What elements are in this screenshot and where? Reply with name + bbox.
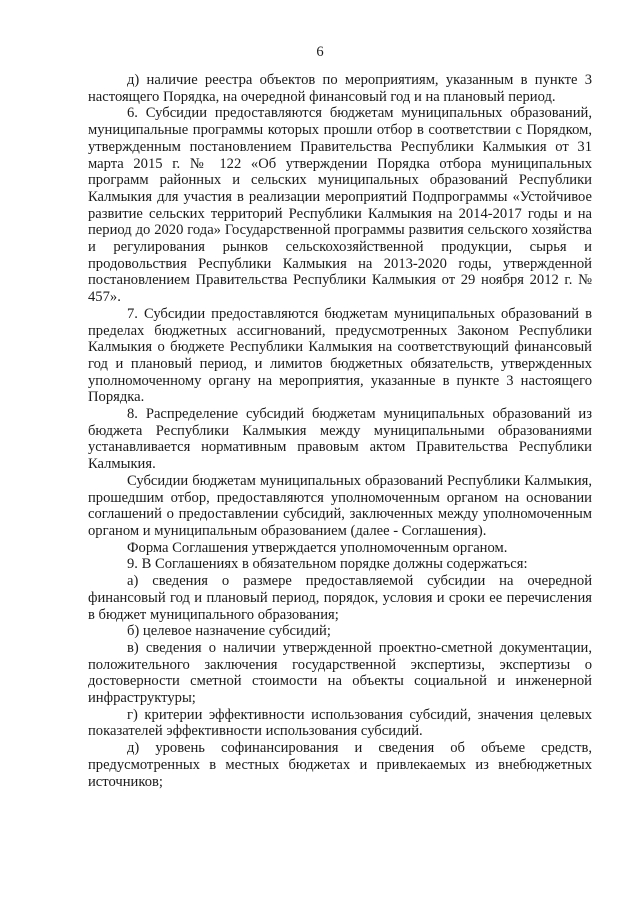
paragraph-8: 8. Распределение субсидий бюджетам муниципальных образований из бюджета Республики Калмыкия между муниципальными образованиями устанавливается нормативным правовым актом Правительства Республики Калмыкия. xyxy=(88,406,592,473)
page-number: 6 xyxy=(316,44,324,60)
paragraph-8-agreement-form: Форма Соглашения утверждается уполномоченным органом. xyxy=(127,539,508,556)
paragraph-9-item-b: б) целевое назначение субсидий; xyxy=(127,623,331,640)
paragraph-9: 9. В Соглашениях в обязательном порядке должны содержаться: xyxy=(127,556,528,573)
document-body xyxy=(88,72,592,790)
paragraph-7: 7. Субсидии предоставляются бюджетам муниципальных образований в пределах бюджетных ассигнований, предусмотренных Законом Республики Калмыкия о бюджете Республики Калмыкия на соответствующий финансовый год и плановый период, и лимитов бюджетных обязательств, утвержденных уполномоченному органу на мероприятия, указанные в пункте 3 настоящего Порядка. xyxy=(88,305,592,406)
paragraph-item-d-registry: д) наличие реестра объектов по мероприятиям, указанным в пункте 3 настоящего Порядка, на очередной финансовый год и на плановый период. xyxy=(88,72,592,105)
paragraph-6: 6. Субсидии предоставляются бюджетам муниципальных образований, муниципальные программы которых прошли отбор в соответствии с Порядком, утвержденным постановлением Правительства Республики Калмыкия от 31 марта 2015 г. № 122 «Об утверждении Порядка отбора муниципальных программ районных и сельских муниципальных образований Республики Калмыкия для участия в реализации мероприятий Подпрограммы «Устойчивое развитие сельских территорий Республики Калмыкия на 2014-2017 годы и на период до 2020 года» Государственной программы развития сельского хозяйства и регулирования рынков сельскохозяйственной продукции, сырья и продовольствия Республики Калмыкия на 2013-2020 годы, утвержденной постановлением Правительства Республики Калмыкия от 29 ноября 2012 г. № 457». xyxy=(88,105,592,306)
paragraph-9-item-a: а) сведения о размере предоставляемой субсидии на очередной финансовый год и плановый период, порядок, условия и сроки ее перечисления в бюджет муниципального образования; xyxy=(88,573,592,623)
paragraph-8-subsidies: Субсидии бюджетам муниципальных образований Республики Калмыкия, прошедшим отбор, предоставляются уполномоченным органом на основании соглашений о предоставлении субсидий, заключенных между уполномоченным органом и муниципальным образованием (далее - Соглашения). xyxy=(88,472,592,539)
paragraph-9-item-v: в) сведения о наличии утвержденной проектно-сметной документации, положительного заключения государственной экспертизы, экспертизы о достоверности сметной стоимости на объекты социальной и инженерной инфраструктуры; xyxy=(88,639,592,707)
paragraph-9-item-d: д) уровень софинансирования и сведения об объеме средств, предусмотренных в местных бюджетах и привлекаемых из внебюджетных источников; xyxy=(88,740,592,790)
paragraph-9-item-g: г) критерии эффективности использования субсидий, значения целевых показателей эффективности использования субсидий. xyxy=(88,706,592,740)
